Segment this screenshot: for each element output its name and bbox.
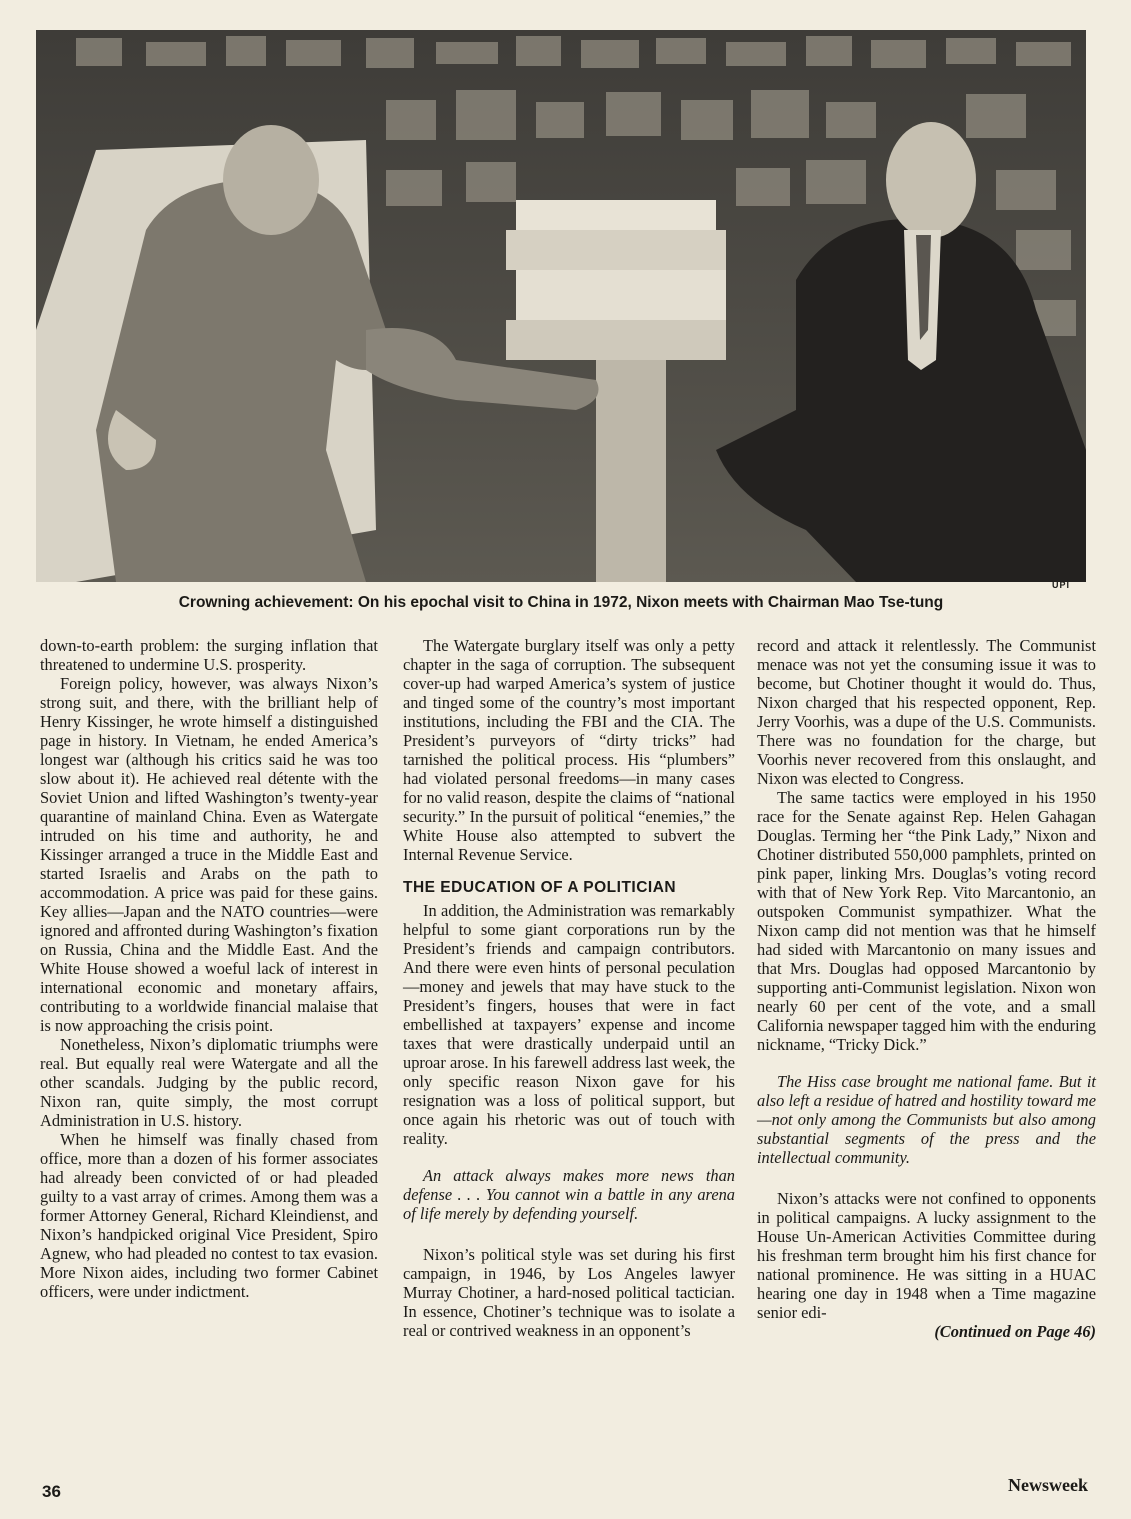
section-heading: THE EDUCATION OF A POLITICIAN <box>403 879 677 896</box>
article-column-1 <box>40 636 378 1301</box>
magazine-name: Newsweek <box>1008 1475 1088 1495</box>
photo-credit: UPI <box>1052 580 1071 590</box>
paragraph: down-to-earth problem: the surging inflation that threatened to undermine U.S. prosperity. <box>40 636 378 674</box>
paragraph: In addition, the Administration was remarkably helpful to some giant corporations run by the President’s friends and campaign contributors. And there were even hints of personal peculation—money and jewels that may have stuck to the President’s fingers, houses that were in fact embellished at taxpayers’ expense and income taxes that were drastically underpaid until an uproar arose. In his farewell address last week, the only specific reason Nixon gave for his resignation was a loss of political support, but once again his rhetoric was out of touch with reality. <box>403 901 735 1148</box>
photo-illustration <box>36 30 1086 582</box>
paragraph: Nixon’s political style was set during his first campaign, in 1946, by Los Angeles lawyer Murray Chotiner, a hard-nosed political tactician. In essence, Chotiner’s technique was to isolate a real or contrived weakness in an opponent’s <box>403 1245 735 1340</box>
article-column-3 <box>757 636 1096 1341</box>
paragraph: record and attack it relentlessly. The Communist menace was not yet the consuming issue it was to become, but Chotiner thought it would do. Thus, Nixon charged that his respected opponent, Rep. Jerry Voorhis, was a dupe of the U.S. Communists. There was no foundation for the charge, but Voorhis never recovered from this onslaught, and Nixon was elected to Congress. <box>757 636 1096 788</box>
paragraph: When he himself was finally chased from office, more than a dozen of his former associates had already been convicted of or had pleaded guilty to a vast array of crimes. Among them was a former Attorney General, Richard Kleindienst, and Nixon’s handpicked original Vice President, Spiro Agnew, who had pleaded no contest to tax evasion. More Nixon aides, including two former Cabinet officers, were under indictment. <box>40 1130 378 1301</box>
paragraph: The same tactics were employed in his 1950 race for the Senate against Rep. Helen Gahagan Douglas. Terming her “the Pink Lady,” Nixon and Chotiner distributed 550,000 pamphlets, printed on pink paper, linking Mrs. Douglas’s voting record with that of New York Rep. Vito Marcantonio, an outspoken Communist sympathizer. What the Nixon camp did not mention was that he himself had sided with Marcantonio on many issues and that Mrs. Douglas had opposed Marcantonio by supporting anti-Communist legislation. Nixon won nearly 60 per cent of the vote, and a small California newspaper tagged him with the enduring nickname, “Tricky Dick.” <box>757 788 1096 1054</box>
paragraph: The Watergate burglary itself was only a petty chapter in the saga of corruption. The subsequent cover-up had warped America’s system of justice and tinged some of the country’s most important institutions, including the FBI and the CIA. The President’s purveyors of “dirty tricks” had tarnished the political process. His “plumbers” had violated personal freedoms—in many cases for no valid reason, despite the claims of “national security.” In the pursuit of political “enemies,” the White House also attempted to subvert the Internal Revenue Service. <box>403 636 735 864</box>
continued-note: (Continued on Page 46) <box>934 1322 1096 1341</box>
page-number: 36 <box>42 1482 61 1501</box>
news-photo <box>36 30 1086 582</box>
article-column-2 <box>403 636 735 1340</box>
paragraph: Foreign policy, however, was always Nixon’s strong suit, and there, with the brilliant help of Henry Kissinger, he wrote himself a distinguished page in history. In Vietnam, he ended America’s longest war (although his critics said he was too slow about it). He achieved real détente with the Soviet Union and lifted Washington’s twenty-year quarantine of mainland China. Even as Watergate intruded on his time and authority, he and Kissinger arranged a truce in the Middle East and started Israelis and Arabs on the path to accommodation. A price was paid for these gains. Key allies—Japan and the NATO countries—were ignored and affronted during Washington’s fixation on Russia, China and the Middle East. And the White House showed a woeful lack of interest in international economic and monetary affairs, contributing to a worldwide financial malaise that is now approaching the crisis point. <box>40 674 378 1035</box>
photo-caption: Crowning achievement: On his epochal visit to China in 1972, Nixon meets with Chairman Mao Tse-tung <box>178 594 944 611</box>
paragraph: Nixon’s attacks were not confined to opponents in political campaigns. A lucky assignment to the House Un-American Activities Committee during his freshman term brought him his first chance for national prominence. He was sitting in a HUAC hearing one day in 1948 when a Time magazine senior edi- <box>757 1189 1096 1322</box>
pull-quote: The Hiss case brought me national fame. But it also left a residue of hatred and hostility toward me—not only among the Communists but also among substantial segments of the press and the intellectual community. <box>757 1072 1096 1167</box>
paragraph: Nonetheless, Nixon’s diplomatic triumphs were real. But equally real were Watergate and all the other scandals. Judging by the public record, Nixon ran, quite simply, the most corrupt Administration in U.S. history. <box>40 1035 378 1130</box>
pull-quote: An attack always makes more news than defense . . . You cannot win a battle in any arena of life merely by defending yourself. <box>403 1166 735 1223</box>
